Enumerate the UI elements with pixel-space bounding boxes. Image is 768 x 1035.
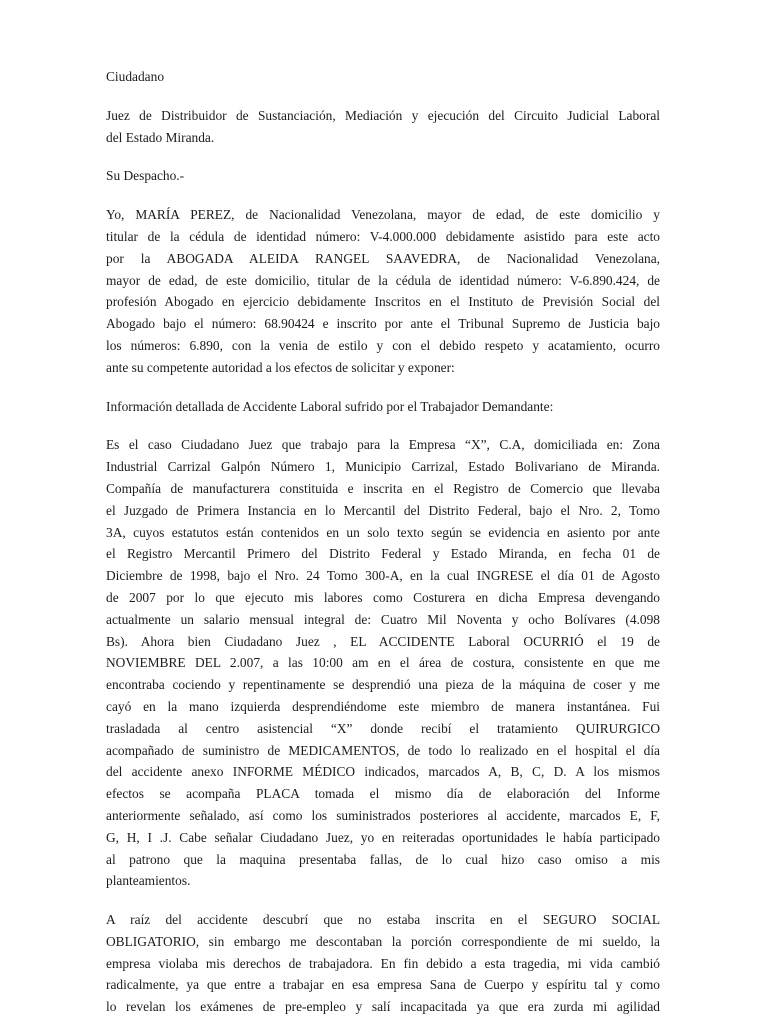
paragraph-line: G, H, I .J. Cabe señalar Ciudadano Juez, yo en reiteradas oportunidades le había participado xyxy=(106,829,660,845)
paragraph-line: A raíz del accidente descubrí que no estaba inscrita en el SEGURO SOCIAL xyxy=(106,912,660,928)
paragraph-line: Bs). Ahora bien Ciudadano Juez , EL ACCIDENTE Laboral OCURRIÓ el 19 de xyxy=(106,633,660,649)
paragraph-line: acompañado de suministro de MEDICAMENTOS, de todo lo realizado en el hospital el día xyxy=(106,742,660,758)
section-heading xyxy=(106,396,660,418)
case-paragraph xyxy=(106,434,660,892)
paragraph-line: titular de la cédula de identidad número: V-4.000.000 debidamente asistido para este acto xyxy=(106,228,660,244)
salutation xyxy=(106,66,660,88)
paragraph-line: del accidente anexo INFORME MÉDICO indicados, marcados A, B, C, D. A los mismos xyxy=(106,764,660,780)
paragraph-line: actualmente un salario mensual integral de: Cuatro Mil Noventa y ocho Bolívares (4.098 xyxy=(106,611,660,627)
paragraph-line: profesión Abogado en ejercicio debidamente Inscritos en el Instituto de Previsión Social del xyxy=(106,294,660,310)
paragraph-line: por la ABOGADA ALEIDA RANGEL SAAVEDRA, de Nacionalidad Venezolana, xyxy=(106,250,660,266)
paragraph-line: anteriormente señalado, así como los suministrados posteriores al accidente, marcados E, F, xyxy=(106,807,660,823)
paragraph-line: Industrial Carrizal Galpón Número 1, Municipio Carrizal, Estado Bolivariano de Miranda. xyxy=(106,459,660,475)
paragraph-line: Abogado bajo el número: 68.90424 e inscrito por ante el Tribunal Supremo de Justicia bajo xyxy=(106,316,660,332)
paragraph-line: OBLIGATORIO, sin embargo me descontaban la porción correspondiente de mi sueldo, la xyxy=(106,933,660,949)
intro-paragraph xyxy=(106,204,660,378)
despacho xyxy=(106,165,660,187)
paragraph-line: de 2007 por lo que ejecuto mis labores como Costurera en dicha Empresa devengando xyxy=(106,589,660,605)
addressee-line: Juez de Distribuidor de Sustanciación, Mediación y ejecución del Circuito Judicial Laboral xyxy=(106,107,660,123)
addressee-line: del Estado Miranda. xyxy=(106,129,215,145)
paragraph-line: Yo, MARÍA PEREZ, de Nacionalidad Venezolana, mayor de edad, de este domicilio y xyxy=(106,207,660,223)
paragraph-line: trasladada al centro asistencial “X” donde recibí el tratamiento QUIRURGICO xyxy=(106,720,660,736)
paragraph-line: Compañía de manufacturera constituida e inscrita en el Registro de Comercio que llevaba xyxy=(106,480,660,496)
paragraph-line: ante su competente autoridad a los efectos de solicitar y exponer: xyxy=(106,359,455,375)
paragraph-line: NOVIEMBRE DEL 2.007, a las 10:00 am en el área de costura, consistente en que me xyxy=(106,655,660,671)
addressee xyxy=(106,105,660,149)
paragraph-line: efectos se acompaña PLACA tomada el mismo día de elaboración del Informe xyxy=(106,786,660,802)
paragraph-line: mayor de edad, de este domicilio, titular de la cédula de identidad número: V-6.890.424, de xyxy=(106,272,660,288)
legal-document xyxy=(106,66,660,1035)
paragraph-line: lo revelan los exámenes de pre-empleo y salí incapacitada ya que era zurda mi agilidad xyxy=(106,999,660,1015)
salutation-line: Ciudadano xyxy=(106,69,165,84)
paragraph-line: el Registro Mercantil Primero del Distrito Federal y Estado Miranda, en fecha 01 de xyxy=(106,546,660,562)
paragraph-line: encontraba cociendo y repentinamente se desprendió una pieza de la máquina de coser y me xyxy=(106,677,660,693)
paragraph-line: empresa violaba mis derechos de trabajadora. En fin debido a esta tragedia, mi vida cambió xyxy=(106,955,660,971)
paragraph-line: planteamientos. xyxy=(106,873,191,889)
paragraph-line: el Juzgado de Primera Instancia en lo Mercantil del Distrito Federal, bajo el Nro. 2, Tomo xyxy=(106,502,660,518)
paragraph-line: Diciembre de 1998, bajo el Nro. 24 Tomo 300-A, en la cual INGRESE el día 01 de Agosto xyxy=(106,568,660,584)
paragraph-line: radicalmente, ya que entre a trabajar en esa empresa Sana de Cuerpo y espíritu tal y como xyxy=(106,977,660,993)
paragraph-line: Es el caso Ciudadano Juez que trabajo para la Empresa “X”, C.A, domiciliada en: Zona xyxy=(106,437,660,453)
consequence-paragraph xyxy=(106,909,660,1018)
paragraph-line: al patrono que la maquina presentaba fallas, de lo cual hizo caso omiso a mis xyxy=(106,851,660,867)
despacho-line: Su Despacho.- xyxy=(106,168,185,184)
section-heading-line: Información detallada de Accidente Laboral sufrido por el Trabajador Demandante: xyxy=(106,398,554,414)
paragraph-line: 3A, cuyos estatutos están contenidos en un solo texto según se evidencia en asiento por ante xyxy=(106,524,660,540)
paragraph-line: cayó en la mano izquierda desprendiéndome este miembro de manera instantánea. Fui xyxy=(106,698,660,714)
paragraph-line: los números: 6.890, con la venia de estilo y con el debido respeto y acatamiento, ocurro xyxy=(106,337,660,353)
